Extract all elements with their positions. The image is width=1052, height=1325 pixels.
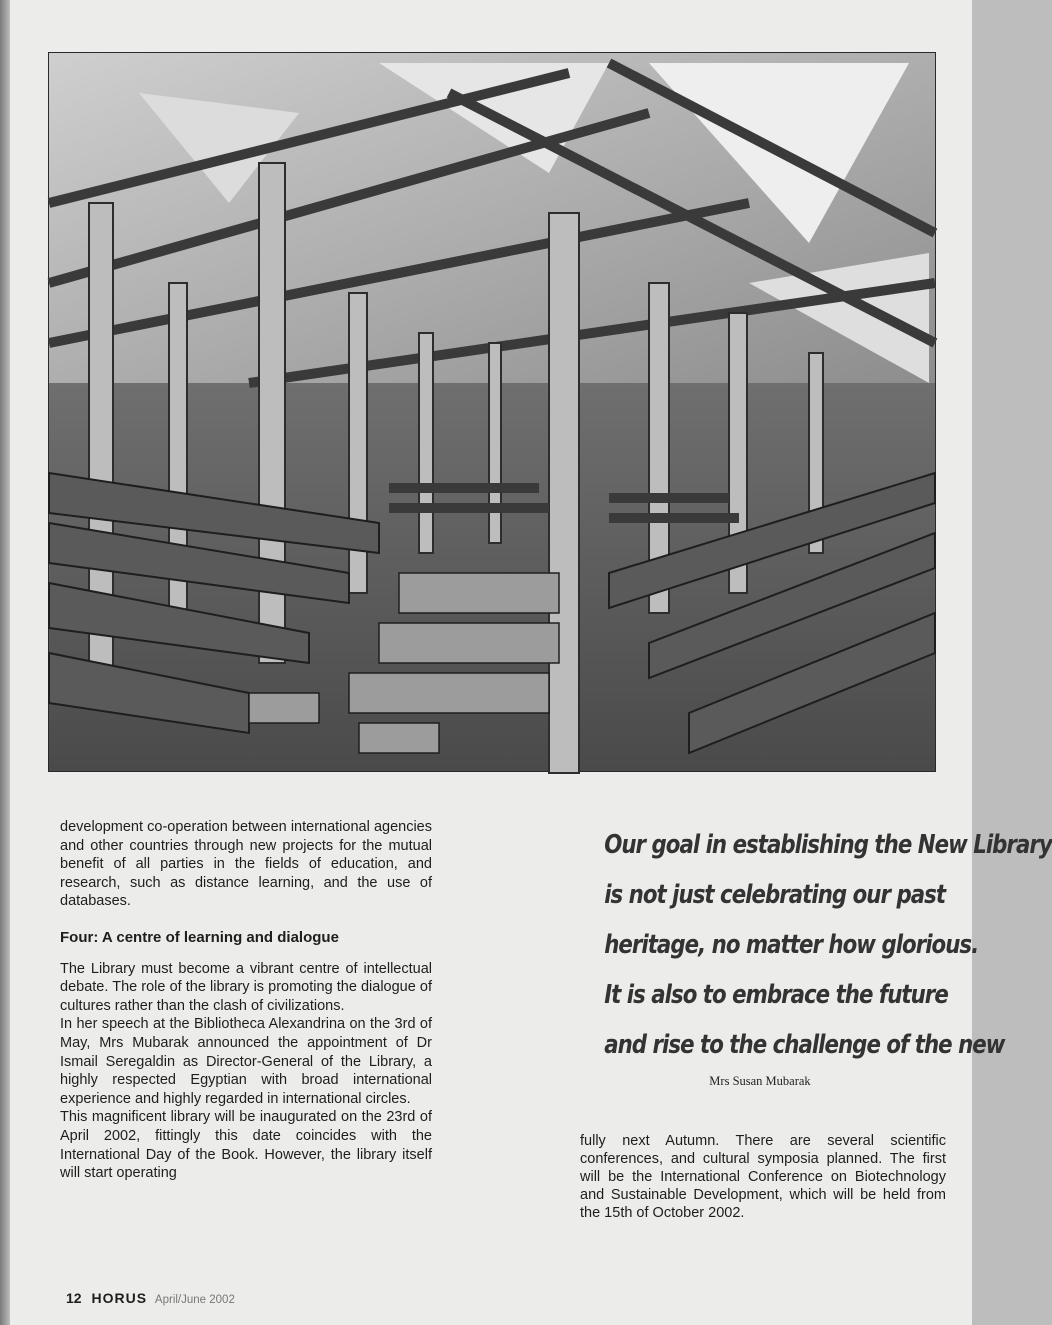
page-edge-shadow: [0, 0, 10, 1325]
quote-line: is not just celebrating our past: [604, 880, 946, 910]
quote-line: It is also to embrace the future: [604, 980, 948, 1010]
page-number: 12: [66, 1290, 82, 1306]
page-footer: [66, 1290, 235, 1306]
magazine-name: HORUS: [91, 1290, 148, 1306]
quote-line: and rise to the challenge of the new: [604, 1030, 1005, 1060]
quote-attribution: Mrs Susan Mubarak: [709, 1074, 811, 1088]
pull-quote: [604, 820, 1052, 1070]
section-heading: Four: A centre of learning and dialogue: [60, 928, 339, 946]
paragraph-inauguration: This magnificent library will be inaugurated on the 23rd of April 2002, fittingly this date coincides with the International Day of the Book. However, the library itself will start operating: [60, 1109, 432, 1182]
quote-line: heritage, no matter how glorious.: [604, 930, 979, 960]
issue-date: April/June 2002: [154, 1294, 235, 1306]
left-text-column: [60, 818, 432, 1183]
library-interior-photo: [48, 52, 936, 772]
quote-line: Our goal in establishing the New Library: [604, 830, 1052, 860]
magazine-page: [10, 0, 1052, 1325]
right-text-column: [580, 1132, 946, 1222]
paragraph-speech: In her speech at the Bibliotheca Alexandrina on the 3rd of May, Mrs Mubarak announced the appointment of Dr Ismail Seregaldin as Director-General of the Library, a highly respected Egyptian with broad international experience and highly regarded in international circles.: [60, 1016, 432, 1107]
paragraph-library-role: The Library must become a vibrant centre of intellectual debate. The role of the library is promoting the dialogue of cultures rather than the clash of civilizations.: [60, 960, 432, 1014]
paragraph-cooperation: development co-operation between international agencies and other countries through new projects for the mutual benefit of all parties in the fields of education, and research, such as distance learning, and the use of databases.: [60, 819, 432, 910]
paragraph-conferences: fully next Autumn. There are several scientific conferences, and cultural symposia planned. The first will be the International Conference on Biotechnology and Sustainable Development, which will be held from the 15th of October 2002.: [580, 1133, 946, 1221]
